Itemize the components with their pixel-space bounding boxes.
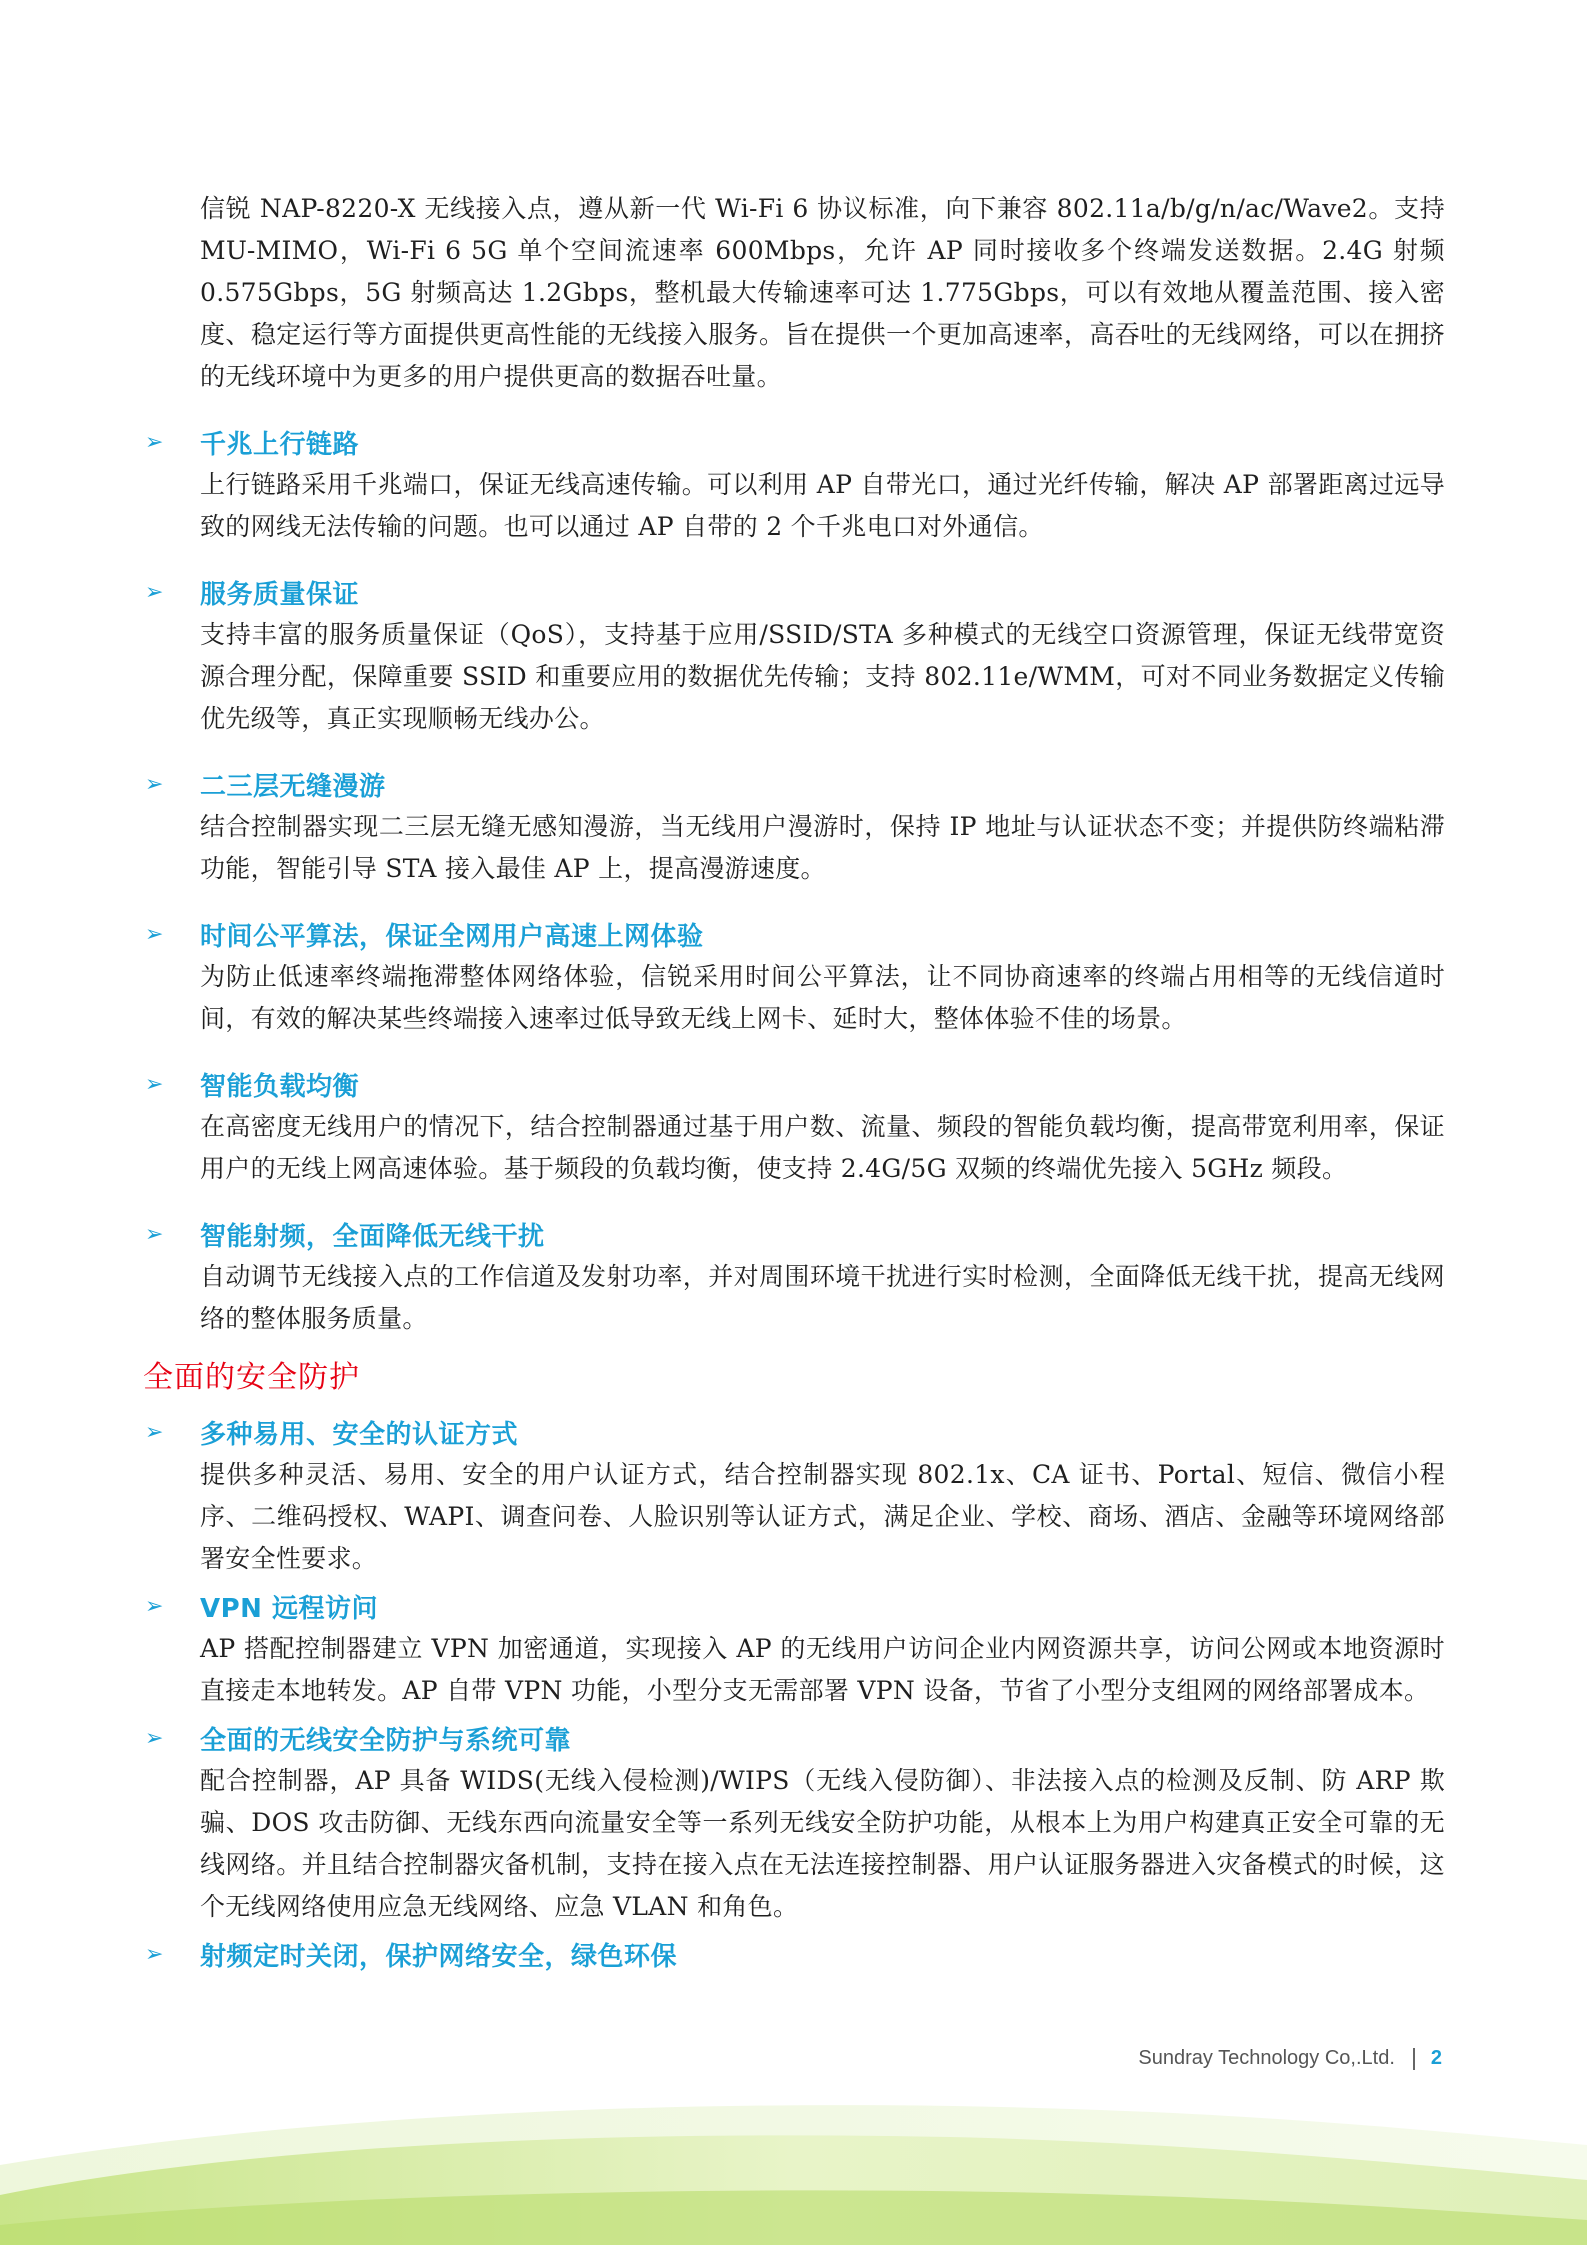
feature-title: 智能射频，全面降低无线干扰 (200, 1221, 545, 1252)
arrow-bullet-icon: ➢ (145, 1725, 164, 1751)
feature-load-balancing (145, 1062, 1445, 1190)
feature-title: 全面的无线安全防护与系统可靠 (200, 1725, 572, 1756)
feature-wireless-security (145, 1716, 1445, 1928)
feature-body: 为防止低速率终端拖滞整体网络体验，信锐采用时间公平算法，让不同协商速率的终端占用相等的无线信道时间，有效的解决某些终端接入速率过低导致无线上网卡、延时大，整体体验不佳的场景。 (200, 962, 1445, 1033)
feature-body: AP 搭配控制器建立 VPN 加密通道，实现接入 AP 的无线用户访问企业内网资源共享，访问公网或本地资源时直接走本地转发。AP 自带 VPN 功能，小型分支无需部署 VPN 设备，节省了小型分支组网的网络部署成本。 (200, 1634, 1445, 1705)
feature-uplink (145, 420, 1445, 548)
decorative-wave (0, 2075, 1587, 2245)
feature-vpn (145, 1584, 1445, 1712)
footer-divider (1413, 2048, 1415, 2070)
feature-roaming (145, 762, 1445, 890)
feature-body: 支持丰富的服务质量保证（QoS），支持基于应用/SSID/STA 多种模式的无线空口资源管理，保证无线带宽资源合理分配，保障重要 SSID 和重要应用的数据优先传输；支持 802.11e/WMM，可对不同业务数据定义传输优先级等，真正实现顺畅无线办公。 (200, 620, 1445, 733)
arrow-bullet-icon: ➢ (145, 1941, 164, 1967)
arrow-bullet-icon: ➢ (145, 1593, 164, 1619)
feature-body: 结合控制器实现二三层无缝无感知漫游，当无线用户漫游时，保持 IP 地址与认证状态不变；并提供防终端粘滞功能，智能引导 STA 接入最佳 AP 上，提高漫游速度。 (200, 812, 1445, 883)
content-area (145, 188, 1445, 1976)
intro-paragraph: 信锐 NAP-8220-X 无线接入点，遵从新一代 Wi-Fi 6 协议标准，向下兼容 802.11a/b/g/n/ac/Wave2。支持 MU-MIMO，Wi-Fi 6 5G 单个空间流速率 600Mbps，允许 AP 同时接收多个终端发送数据。2.4G 射频 0.575Gbps，5G 射频高达 1.2Gbps，整机最大传输速率可达 1.775Gbps，可以有效地从覆盖范围、接入密度、稳定运行等方面提供更高性能的无线接入服务。旨在提供一个更加高速率，高吞吐的无线网络，可以在拥挤的无线环境中为更多的用户提供更高的数据吞吐量。 (200, 194, 1445, 391)
feature-qos (145, 570, 1445, 740)
feature-smart-rf (145, 1212, 1445, 1340)
feature-rf-scheduled-off (145, 1932, 1445, 1976)
page-number: 2 (1430, 2047, 1442, 2069)
arrow-bullet-icon: ➢ (145, 771, 164, 797)
arrow-bullet-icon: ➢ (145, 921, 164, 947)
feature-airtime-fairness (145, 912, 1445, 1040)
feature-title: VPN 远程访问 (200, 1593, 378, 1624)
arrow-bullet-icon: ➢ (145, 1419, 164, 1445)
arrow-bullet-icon: ➢ (145, 1071, 164, 1097)
feature-title: 二三层无缝漫游 (200, 771, 386, 802)
feature-body: 自动调节无线接入点的工作信道及发射功率，并对周围环境干扰进行实时检测，全面降低无线干扰，提高无线网络的整体服务质量。 (200, 1262, 1445, 1333)
feature-title: 多种易用、安全的认证方式 (200, 1419, 519, 1450)
feature-title: 时间公平算法，保证全网用户高速上网体验 (200, 921, 704, 952)
feature-title: 千兆上行链路 (200, 429, 360, 460)
feature-body: 提供多种灵活、易用、安全的用户认证方式，结合控制器实现 802.1x、CA 证书、Portal、短信、微信小程序、二维码授权、WAPI、调查问卷、人脸识别等认证方式，满足企业、学校、商场、酒店、金融等环境网络部署安全性要求。 (200, 1460, 1445, 1573)
feature-title: 射频定时关闭，保护网络安全，绿色环保 (200, 1941, 678, 1972)
feature-title: 智能负载均衡 (200, 1071, 360, 1102)
footer-company: Sundray Technology Co,.Ltd. (1138, 2047, 1395, 2069)
arrow-bullet-icon: ➢ (145, 429, 164, 455)
arrow-bullet-icon: ➢ (145, 1221, 164, 1247)
feature-body: 在高密度无线用户的情况下，结合控制器通过基于用户数、流量、频段的智能负载均衡，提高带宽利用率，保证用户的无线上网高速体验。基于频段的负载均衡，使支持 2.4G/5G 双频的终端优先接入 5GHz 频段。 (200, 1112, 1445, 1183)
feature-title: 服务质量保证 (200, 579, 360, 610)
feature-body: 配合控制器，AP 具备 WIDS(无线入侵检测)/WIPS（无线入侵防御）、非法接入点的检测及反制、防 ARP 欺骗、DOS 攻击防御、无线东西向流量安全等一系列无线安全防护功能，从根本上为用户构建真正安全可靠的无线网络。并且结合控制器灾备机制，支持在接入点在无法连接控制器、用户认证服务器进入灾备模式的时候，这个无线网络使用应急无线网络、应急 VLAN 和角色。 (200, 1766, 1445, 1921)
page-footer (1138, 2047, 1442, 2070)
feature-body: 上行链路采用千兆端口，保证无线高速传输。可以利用 AP 自带光口，通过光纤传输，解决 AP 部署距离过远导致的网线无法传输的问题。也可以通过 AP 自带的 2 个千兆电口对外通信。 (200, 470, 1445, 541)
section-heading: 全面的安全防护 (143, 1360, 360, 1395)
feature-authentication (145, 1410, 1445, 1580)
arrow-bullet-icon: ➢ (145, 579, 164, 605)
